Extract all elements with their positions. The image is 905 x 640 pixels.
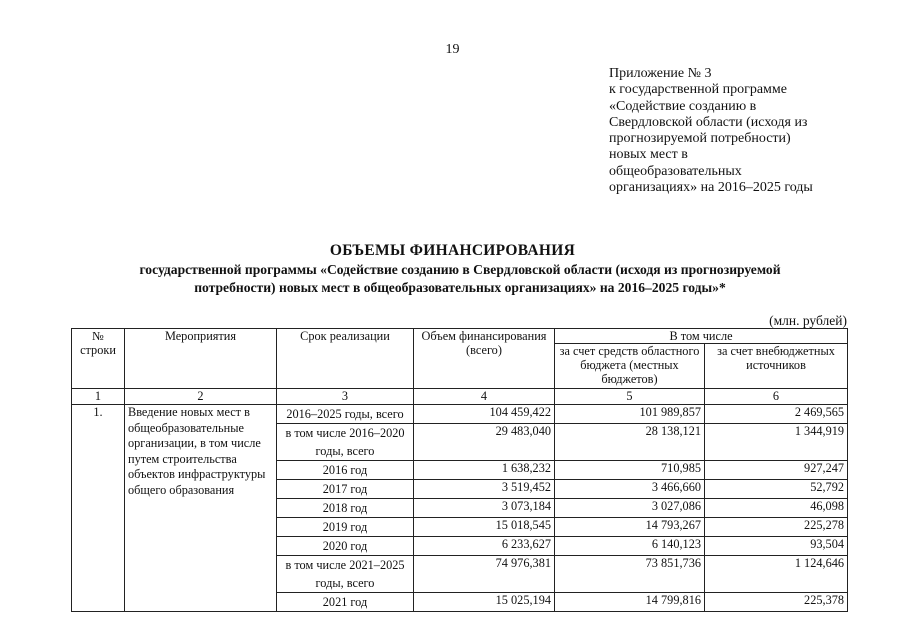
appendix-line: Приложение № 3	[609, 66, 712, 81]
total-cell: 1 638,232	[414, 461, 555, 480]
extra-cell: 52,792	[705, 480, 848, 499]
header-extrabudget: за счет внебюджетных источников	[705, 344, 848, 389]
header-regional: за счет средств областного бюджета (местных бюджетов)	[555, 344, 705, 389]
total-cell: 104 459,422	[414, 405, 555, 424]
period-cell: 2016–2025 годы, всего	[277, 405, 414, 424]
activity-description: Введение новых мест в общеобразовательные организации, в том числе путем строительства объектов инфраструктуры общего образования	[125, 405, 277, 612]
subtitle-line: потребности) новых мест в общеобразовательных организациях» на 2016–2025 годы»*	[194, 279, 726, 295]
column-number: 4	[414, 389, 555, 405]
units-label: (млн. рублей)	[769, 313, 847, 328]
period-cell: в том числе 2021–2025 годы, всего	[277, 556, 414, 593]
column-number: 2	[125, 389, 277, 405]
period-cell: 2017 год	[277, 480, 414, 499]
extra-cell: 1 124,646	[705, 556, 848, 593]
appendix-line: «Содействие созданию в	[609, 98, 757, 114]
header-activities: Мероприятия	[125, 329, 277, 389]
appendix-line: прогнозируемой потребности)	[609, 131, 791, 147]
total-cell: 29 483,040	[414, 424, 555, 461]
extra-cell: 46,098	[705, 499, 848, 518]
regional-cell: 3 027,086	[555, 499, 705, 518]
column-number: 1	[72, 389, 125, 405]
regional-cell: 14 799,816	[555, 593, 705, 612]
appendix-line: общеобразовательных	[609, 163, 742, 179]
financing-table	[71, 328, 848, 612]
column-number: 3	[277, 389, 414, 405]
extra-cell: 927,247	[705, 461, 848, 480]
page-number: 19	[445, 42, 460, 57]
extra-cell: 93,504	[705, 537, 848, 556]
regional-cell: 3 466,660	[555, 480, 705, 499]
total-cell: 15 025,194	[414, 593, 555, 612]
header-total: Объем финансирования (всего)	[414, 329, 555, 389]
regional-cell: 6 140,123	[555, 537, 705, 556]
period-cell: в том числе 2016–2020 годы, всего	[277, 424, 414, 461]
appendix-line: Свердловской области (исходя из	[609, 114, 808, 130]
appendix-header	[609, 66, 889, 196]
appendix-line: организациях» на 2016–2025 годы	[609, 180, 813, 196]
regional-cell: 101 989,857	[555, 405, 705, 424]
extra-cell: 225,278	[705, 518, 848, 537]
header-period: Срок реализации	[277, 329, 414, 389]
appendix-line: новых мест в	[609, 147, 688, 163]
regional-cell: 710,985	[555, 461, 705, 480]
column-number: 6	[705, 389, 848, 405]
header-row-no: № строки	[72, 329, 125, 389]
table-row	[72, 405, 848, 424]
row-number: 1.	[72, 405, 125, 612]
period-cell: 2020 год	[277, 537, 414, 556]
document-title: ОБЪЕМЫ ФИНАНСИРОВАНИЯ	[329, 242, 576, 259]
extra-cell: 225,378	[705, 593, 848, 612]
period-cell: 2021 год	[277, 593, 414, 612]
subtitle-line: государственной программы «Содействие созданию в Свердловской области (исходя из прогнозируемой	[139, 262, 781, 277]
header-including: В том числе	[555, 329, 848, 344]
regional-cell: 28 138,121	[555, 424, 705, 461]
regional-cell: 73 851,736	[555, 556, 705, 593]
document-subtitle	[60, 261, 860, 296]
column-number-row	[72, 389, 848, 405]
total-cell: 6 233,627	[414, 537, 555, 556]
period-cell: 2018 год	[277, 499, 414, 518]
total-cell: 15 018,545	[414, 518, 555, 537]
total-cell: 3 519,452	[414, 480, 555, 499]
total-cell: 3 073,184	[414, 499, 555, 518]
extra-cell: 1 344,919	[705, 424, 848, 461]
period-cell: 2016 год	[277, 461, 414, 480]
extra-cell: 2 469,565	[705, 405, 848, 424]
column-number: 5	[555, 389, 705, 405]
period-cell: 2019 год	[277, 518, 414, 537]
appendix-line: к государственной программе	[609, 82, 787, 98]
regional-cell: 14 793,267	[555, 518, 705, 537]
total-cell: 74 976,381	[414, 556, 555, 593]
